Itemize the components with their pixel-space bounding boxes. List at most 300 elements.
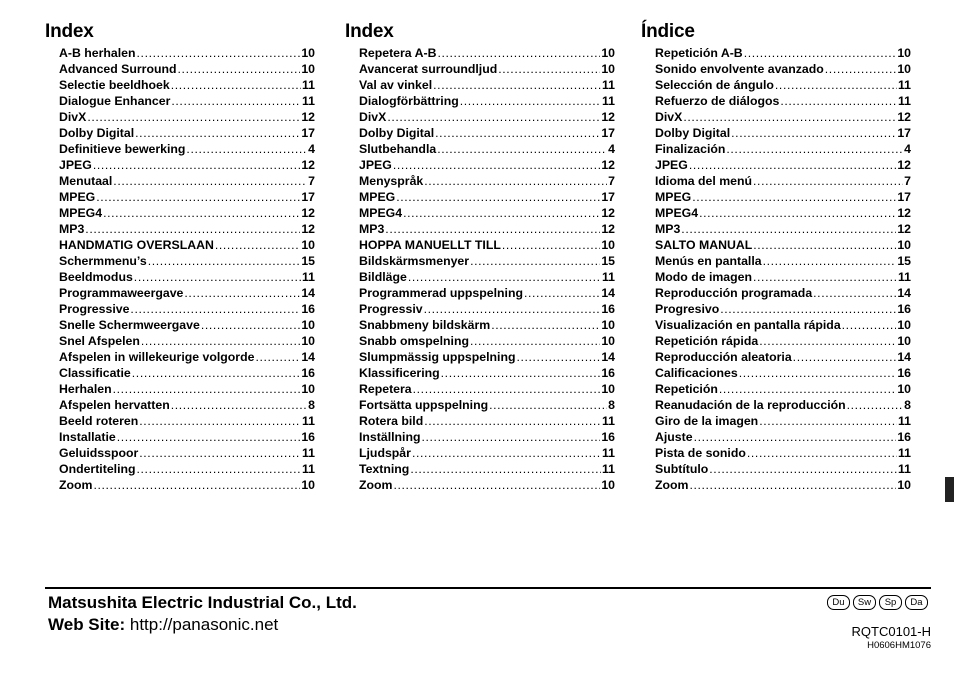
dot-leader xyxy=(825,61,897,77)
index-entry-label: Menyspråk xyxy=(359,174,424,188)
index-entry xyxy=(59,77,315,93)
index-entry-page: 16 xyxy=(897,302,911,316)
index-entry xyxy=(359,349,615,365)
index-entry-page: 12 xyxy=(301,158,315,172)
index-entry xyxy=(59,61,315,77)
index-entry-page: 12 xyxy=(897,222,911,236)
index-entry xyxy=(359,157,615,173)
index-entry-label: DivX xyxy=(359,110,387,124)
index-entry-label: Dolby Digital xyxy=(359,126,435,140)
index-entry xyxy=(59,317,315,333)
dot-leader xyxy=(422,429,601,445)
dot-leader xyxy=(117,429,301,445)
index-entry-label: JPEG xyxy=(59,158,92,172)
index-entry-label: Snel Afspelen xyxy=(59,334,140,348)
dot-leader xyxy=(524,285,600,301)
dot-leader xyxy=(780,93,897,109)
index-entry-label: Repetera xyxy=(359,382,412,396)
dot-leader xyxy=(763,253,897,269)
dot-leader xyxy=(753,269,897,285)
dot-leader xyxy=(132,365,301,381)
index-entry-label: MPEG xyxy=(59,190,96,204)
index-entry-label: Selección de ángulo xyxy=(655,78,774,92)
index-entry-page: 16 xyxy=(897,430,911,444)
index-entry-page: 11 xyxy=(602,462,615,476)
dot-leader xyxy=(692,189,896,205)
index-entry xyxy=(59,189,315,205)
dot-leader xyxy=(683,109,896,125)
dot-leader xyxy=(847,397,904,413)
index-entry-page: 10 xyxy=(897,238,911,252)
index-entry xyxy=(359,109,615,125)
index-entry xyxy=(655,365,911,381)
index-entry-page: 17 xyxy=(601,190,615,204)
index-entry-label: Dialogförbättring xyxy=(359,94,459,108)
index-entry-page: 10 xyxy=(897,46,911,60)
index-entry-label: Repetición rápida xyxy=(655,334,759,348)
index-entry-label: Dialogue Enhancer xyxy=(59,94,171,108)
index-entry xyxy=(59,237,315,253)
index-entry-page: 17 xyxy=(301,190,315,204)
index-entry xyxy=(655,477,911,493)
index-entry xyxy=(59,333,315,349)
index-entry-page: 16 xyxy=(897,366,911,380)
dot-leader xyxy=(171,397,307,413)
index-entry xyxy=(655,285,911,301)
index-entry-page: 10 xyxy=(601,238,615,252)
index-entry xyxy=(359,285,615,301)
dot-leader xyxy=(393,477,600,493)
index-entry-label: Refuerzo de diálogos xyxy=(655,94,780,108)
index-entry xyxy=(655,301,911,317)
index-entry xyxy=(359,365,615,381)
index-entry-label: HOPPA MANUELLT TILL xyxy=(359,238,501,252)
index-entry xyxy=(359,461,615,477)
index-entry-page: 10 xyxy=(897,334,911,348)
index-entry-label: Finalización xyxy=(655,142,726,156)
dot-leader xyxy=(184,285,300,301)
dot-leader xyxy=(93,157,301,173)
index-entry-page: 11 xyxy=(602,94,615,108)
index-entry-page: 11 xyxy=(302,270,315,284)
index-entry xyxy=(655,333,911,349)
index-entry-label: SALTO MANUAL xyxy=(655,238,753,252)
index-entry xyxy=(655,269,911,285)
index-entry-label: Slutbehandla xyxy=(359,142,437,156)
index-entry xyxy=(655,221,911,237)
index-entry-label: Beeld roteren xyxy=(59,414,139,428)
dot-leader xyxy=(87,109,300,125)
index-entry-page: 10 xyxy=(897,478,911,492)
dot-leader xyxy=(681,221,896,237)
index-entry xyxy=(59,429,315,445)
index-entry xyxy=(655,173,911,189)
index-entry-label: Afspelen in willekeurige volgorde xyxy=(59,350,255,364)
index-entry xyxy=(359,333,615,349)
index-entry xyxy=(655,413,911,429)
dot-leader xyxy=(403,205,600,221)
index-entry-label: Inställning xyxy=(359,430,421,444)
index-entry-page: 10 xyxy=(897,382,911,396)
index-entry xyxy=(59,93,315,109)
language-badge-du: Du xyxy=(827,595,850,610)
index-entry-label: Klassificering xyxy=(359,366,440,380)
index-entry-label: Reproducción aleatoria xyxy=(655,350,792,364)
index-entry-label: Sonido envolvente avanzado xyxy=(655,62,824,76)
index-entry xyxy=(59,141,315,157)
dot-leader xyxy=(113,381,301,397)
index-entry-page: 14 xyxy=(897,286,911,300)
index-entry-label: Modo de imagen xyxy=(655,270,753,284)
index-entry xyxy=(359,77,615,93)
index-entry-page: 11 xyxy=(302,462,315,476)
dot-leader xyxy=(96,189,300,205)
dot-leader xyxy=(775,77,897,93)
dot-leader xyxy=(201,317,301,333)
dot-leader xyxy=(699,205,896,221)
index-entry-label: Reanudación de la reproducción xyxy=(655,398,846,412)
index-entry-label: Repetición xyxy=(655,382,718,396)
dot-leader xyxy=(842,317,897,333)
index-entry-page: 11 xyxy=(302,94,315,108)
index-entry-label: HANDMATIG OVERSLAAN xyxy=(59,238,214,252)
index-entry-label: Fortsätta uppspelning xyxy=(359,398,489,412)
dot-leader xyxy=(753,173,903,189)
index-entry-label: A-B herhalen xyxy=(59,46,136,60)
index-entry-label: Progresivo xyxy=(655,302,720,316)
index-entry-label: Subtítulo xyxy=(655,462,709,476)
dot-leader xyxy=(408,269,601,285)
index-entry-page: 12 xyxy=(301,110,315,124)
index-entry-label: JPEG xyxy=(359,158,392,172)
dot-leader xyxy=(435,125,600,141)
dot-leader xyxy=(103,205,300,221)
index-entry xyxy=(359,301,615,317)
index-entry-page: 16 xyxy=(601,366,615,380)
index-entry xyxy=(655,109,911,125)
dot-leader xyxy=(731,125,896,141)
dot-leader xyxy=(396,189,600,205)
dot-leader xyxy=(433,77,601,93)
index-entry xyxy=(59,381,315,397)
index-entry-page: 16 xyxy=(301,430,315,444)
index-entry-page: 10 xyxy=(601,46,615,60)
index-entry xyxy=(359,205,615,221)
website-url[interactable]: http://panasonic.net xyxy=(129,615,279,634)
index-entry-page: 11 xyxy=(602,414,615,428)
language-badge-da: Da xyxy=(905,595,928,610)
index-entry xyxy=(59,157,315,173)
dot-leader xyxy=(516,349,600,365)
index-entry-page: 10 xyxy=(301,382,315,396)
index-entry-label: Zoom xyxy=(59,478,93,492)
index-entry-label: Rotera bild xyxy=(359,414,424,428)
index-entry-label: Afspelen hervatten xyxy=(59,398,170,412)
dot-leader xyxy=(148,253,301,269)
index-entry xyxy=(59,45,315,61)
index-entry xyxy=(59,301,315,317)
dot-leader xyxy=(720,301,896,317)
dot-leader xyxy=(793,349,897,365)
index-entry-page: 4 xyxy=(308,142,315,156)
index-entry-page: 17 xyxy=(301,126,315,140)
index-entry-page: 10 xyxy=(897,62,911,76)
index-entry xyxy=(655,445,911,461)
dot-leader xyxy=(489,397,607,413)
index-entry xyxy=(655,189,911,205)
index-entry-label: Zoom xyxy=(359,478,393,492)
index-entry xyxy=(59,109,315,125)
index-entry xyxy=(359,141,615,157)
index-entry xyxy=(359,397,615,413)
index-entry-page: 12 xyxy=(301,206,315,220)
dot-leader xyxy=(498,61,600,77)
index-entry-label: Programmaweergave xyxy=(59,286,184,300)
dot-leader xyxy=(387,109,600,125)
index-entry-page: 17 xyxy=(601,126,615,140)
index-entry-label: Classificatie xyxy=(59,366,131,380)
index-entry-label: DivX xyxy=(59,110,87,124)
index-entry-page: 14 xyxy=(301,350,315,364)
index-entry xyxy=(359,61,615,77)
index-entry-page: 16 xyxy=(601,430,615,444)
index-entry-label: Snabbmeny bildskärm xyxy=(359,318,491,332)
index-entry-label: MP3 xyxy=(655,222,681,236)
index-entries xyxy=(655,45,911,493)
index-entry xyxy=(359,413,615,429)
index-entry-page: 16 xyxy=(601,302,615,316)
index-entry-page: 11 xyxy=(302,78,315,92)
index-entry xyxy=(655,397,911,413)
dot-leader xyxy=(726,141,903,157)
index-entry xyxy=(59,461,315,477)
index-entry xyxy=(655,429,911,445)
index-column-swedish xyxy=(345,20,615,493)
index-entry xyxy=(655,253,911,269)
index-entry-label: Slumpmässig uppspelning xyxy=(359,350,516,364)
index-entry-page: 11 xyxy=(898,94,911,108)
footer-divider xyxy=(45,587,931,589)
index-entry-label: Zoom xyxy=(655,478,689,492)
index-entry-label: Beeldmodus xyxy=(59,270,133,284)
index-entry-label: Selectie beeldhoek xyxy=(59,78,170,92)
index-entry-page: 11 xyxy=(302,414,315,428)
dot-leader xyxy=(437,141,607,157)
index-entry-page: 11 xyxy=(898,414,911,428)
index-entry-page: 12 xyxy=(601,206,615,220)
index-entry xyxy=(59,253,315,269)
dot-leader xyxy=(470,333,600,349)
index-entry-page: 7 xyxy=(308,174,315,188)
index-entry-label: Geluidsspoor xyxy=(59,446,139,460)
index-entry xyxy=(59,269,315,285)
index-entry xyxy=(59,173,315,189)
index-entry-page: 10 xyxy=(301,318,315,332)
index-entry xyxy=(59,221,315,237)
index-entry-page: 10 xyxy=(301,334,315,348)
index-entry-page: 8 xyxy=(904,398,911,412)
index-entry xyxy=(655,61,911,77)
index-entry-label: Advanced Surround xyxy=(59,62,177,76)
index-entry-label: Ajuste xyxy=(655,430,693,444)
index-entry-page: 15 xyxy=(601,254,615,268)
index-entry-label: Pista de sonido xyxy=(655,446,746,460)
index-entry-label: Calificaciones xyxy=(655,366,738,380)
index-entry-label: JPEG xyxy=(655,158,688,172)
index-entry-label: Bildläge xyxy=(359,270,407,284)
index-entry-page: 12 xyxy=(601,110,615,124)
index-entry-label: MPEG4 xyxy=(655,206,699,220)
index-entry-page: 16 xyxy=(301,366,315,380)
index-entry-label: Repetición A-B xyxy=(655,46,743,60)
index-entry xyxy=(655,77,911,93)
index-entry xyxy=(359,237,615,253)
index-entry-page: 4 xyxy=(904,142,911,156)
index-entry-page: 14 xyxy=(601,286,615,300)
index-entry xyxy=(655,125,911,141)
index-entry xyxy=(359,269,615,285)
index-entries xyxy=(359,45,615,493)
index-entry-page: 16 xyxy=(301,302,315,316)
index-entry-label: Herhalen xyxy=(59,382,112,396)
dot-leader xyxy=(413,381,601,397)
index-entry-label: Programmerad uppspelning xyxy=(359,286,523,300)
dot-leader xyxy=(689,477,896,493)
index-entry xyxy=(655,141,911,157)
dot-leader xyxy=(424,413,601,429)
index-entry-page: 7 xyxy=(904,174,911,188)
index-entry-label: Textning xyxy=(359,462,410,476)
index-entry-label: Menús en pantalla xyxy=(655,254,762,268)
index-entry-page: 12 xyxy=(301,222,315,236)
website-line xyxy=(48,614,278,636)
document-code: RQTC0101-H xyxy=(851,624,931,639)
index-entry xyxy=(359,253,615,269)
index-entry xyxy=(655,205,911,221)
index-entry xyxy=(655,461,911,477)
language-badge-sw: Sw xyxy=(853,595,876,610)
column-title: Índice xyxy=(641,21,695,42)
dot-leader xyxy=(137,45,301,61)
dot-leader xyxy=(719,381,896,397)
dot-leader xyxy=(134,269,301,285)
index-entry-page: 11 xyxy=(898,270,911,284)
index-entry xyxy=(359,317,615,333)
dot-leader xyxy=(424,301,601,317)
index-entry xyxy=(359,429,615,445)
dot-leader xyxy=(93,477,300,493)
index-entry xyxy=(359,93,615,109)
language-badge-sp: Sp xyxy=(879,595,902,610)
dot-leader xyxy=(689,157,897,173)
index-column-dutch xyxy=(45,20,315,493)
dot-leader xyxy=(460,93,601,109)
dot-leader xyxy=(137,461,301,477)
index-entry xyxy=(655,317,911,333)
index-entry-label: Reproducción programada xyxy=(655,286,813,300)
dot-leader xyxy=(171,93,301,109)
dot-leader xyxy=(255,349,300,365)
dot-leader xyxy=(85,221,300,237)
index-entry-page: 10 xyxy=(601,478,615,492)
index-entry-page: 4 xyxy=(608,142,615,156)
index-entry-label: Snelle Schermweergave xyxy=(59,318,200,332)
index-entry xyxy=(59,349,315,365)
index-entry-page: 12 xyxy=(897,110,911,124)
index-entry-page: 12 xyxy=(601,222,615,236)
index-entry-page: 11 xyxy=(602,446,615,460)
index-entry-label: MPEG xyxy=(655,190,692,204)
index-entry-page: 7 xyxy=(608,174,615,188)
index-entry-label: Definitieve bewerking xyxy=(59,142,186,156)
dot-leader xyxy=(135,125,300,141)
index-entry xyxy=(59,365,315,381)
dot-leader xyxy=(502,237,600,253)
index-entry-page: 8 xyxy=(608,398,615,412)
dot-leader xyxy=(759,413,897,429)
index-entry-label: Progressive xyxy=(59,302,130,316)
index-entry-label: MP3 xyxy=(59,222,85,236)
website-label: Web Site: xyxy=(48,615,126,634)
index-entry xyxy=(655,157,911,173)
dot-leader xyxy=(424,173,607,189)
dot-leader xyxy=(739,365,897,381)
index-entries xyxy=(59,45,315,493)
dot-leader xyxy=(186,141,307,157)
index-column-spanish xyxy=(641,20,911,493)
index-entry xyxy=(59,445,315,461)
index-entry xyxy=(359,381,615,397)
index-entry-page: 15 xyxy=(897,254,911,268)
index-entry-page: 14 xyxy=(897,350,911,364)
index-entry-label: MPEG4 xyxy=(359,206,403,220)
column-title: Index xyxy=(45,21,94,42)
dot-leader xyxy=(437,45,600,61)
index-entry-page: 11 xyxy=(898,446,911,460)
index-entry-page: 10 xyxy=(601,62,615,76)
index-entry xyxy=(655,349,911,365)
dot-leader xyxy=(753,237,896,253)
index-entry xyxy=(359,189,615,205)
index-entry-page: 15 xyxy=(301,254,315,268)
index-entry-page: 10 xyxy=(301,478,315,492)
column-title: Index xyxy=(345,21,394,42)
dot-leader xyxy=(813,285,896,301)
index-entry-page: 17 xyxy=(897,190,911,204)
index-entry-label: Visualización en pantalla rápida xyxy=(655,318,841,332)
dot-leader xyxy=(709,461,897,477)
company-name: Matsushita Electric Industrial Co., Ltd. xyxy=(48,593,357,612)
dot-leader xyxy=(141,333,300,349)
index-entry-page: 11 xyxy=(602,78,615,92)
index-entry xyxy=(359,173,615,189)
dot-leader xyxy=(139,413,301,429)
dot-leader xyxy=(759,333,896,349)
dot-leader xyxy=(113,173,307,189)
section-edge-tab xyxy=(945,477,954,502)
index-entry xyxy=(359,445,615,461)
index-entry-label: Snabb omspelning xyxy=(359,334,469,348)
dot-leader xyxy=(215,237,300,253)
index-entry xyxy=(59,205,315,221)
dot-leader xyxy=(470,253,600,269)
index-entry-label: Giro de la imagen xyxy=(655,414,759,428)
index-entry-label: Schermmenu’s xyxy=(59,254,147,268)
dot-leader xyxy=(385,221,600,237)
dot-leader xyxy=(178,61,301,77)
index-entry-label: MPEG4 xyxy=(59,206,103,220)
index-entry-page: 14 xyxy=(601,350,615,364)
